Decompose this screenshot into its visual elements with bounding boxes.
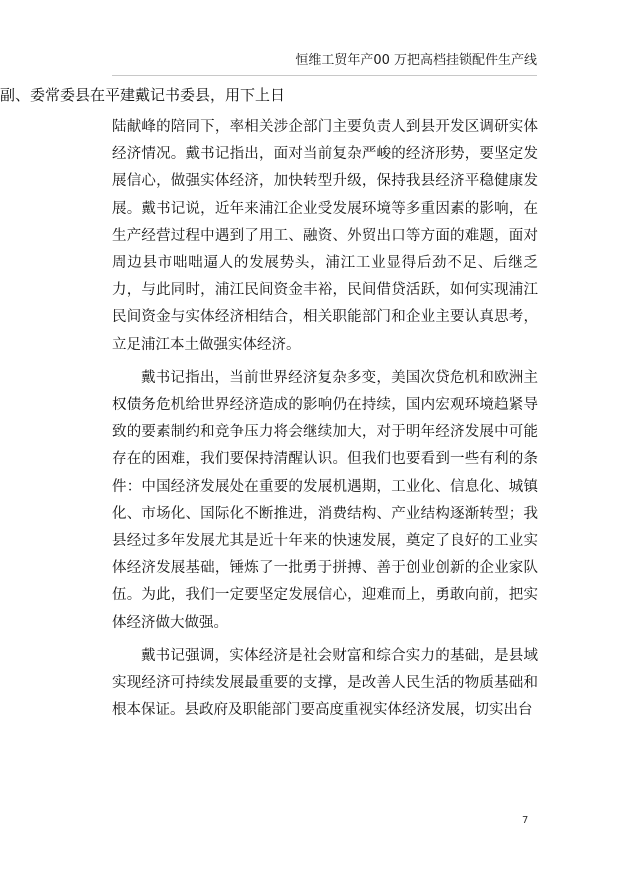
paragraph-3: 戴书记强调，实体经济是社会财富和综合实力的基础，是县域实现经济可持续发展最重要的支撑，是改善人民生活的物质基础和根本保证。县政府及职能部门要高度重视实体经济发展，切实出台 bbox=[112, 647, 538, 719]
body-text bbox=[112, 114, 538, 730]
paragraph-2: 戴书记指出，当前世界经济复杂多变，美国次贷危机和欧洲主权债务危机给世界经济造成的影响仍在持续，国内宏观环境趋紧导致的要素制约和竞争压力将会继续加大，对于明年经济发展中可能存在的困难，我们要保持清醒认识。但我们也要看到一些有利的条件：中国经济发展处在重要的发展机遇期，工业化、信息化、城镇化、市场化、国际化不断推进，消费结构、产业结构逐渐转型；我县经过多年发展尤其是近十年来的快速发展，奠定了良好的工业实体经济发展基础，锤炼了一批勇于拼搏、善于创业创新的企业家队伍。为此，我们一定要坚定发展信心，迎难而上，勇敢向前，把实体经济做大做强。 bbox=[112, 369, 538, 631]
running-header: 恒维工贸年产00 万把高档挂锁配件生产线 bbox=[295, 53, 537, 68]
paragraph-1: 陆献峰的陪同下，率相关涉企部门主要负责人到县开发区调研实体经济情况。戴书记指出，面对当前复杂严峻的经济形势，要坚定发展信心，做强实体经济，加快转型升级，保持我县经济平稳健康发展。戴书记说，近年来浦江企业受发展环境等多重因素的影响，在生产经营过程中遇到了用工、融资、外贸出口等方面的难题，面对周边县市咄咄逼人的发展势头，浦江工业显得后劲不足、后继乏力，与此同时，浦江民间资金丰裕，民间借贷活跃，如何实现浦江民间资金与实体经济相结合，相关职能部门和企业主要认真思考，立足浦江本土做强实体经济。 bbox=[112, 119, 538, 353]
page-number: 7 bbox=[522, 815, 529, 826]
header-rule bbox=[112, 75, 537, 76]
overlapping-text-line: 副、委常委县在平建戴记书委县，用下上日 bbox=[0, 86, 286, 104]
